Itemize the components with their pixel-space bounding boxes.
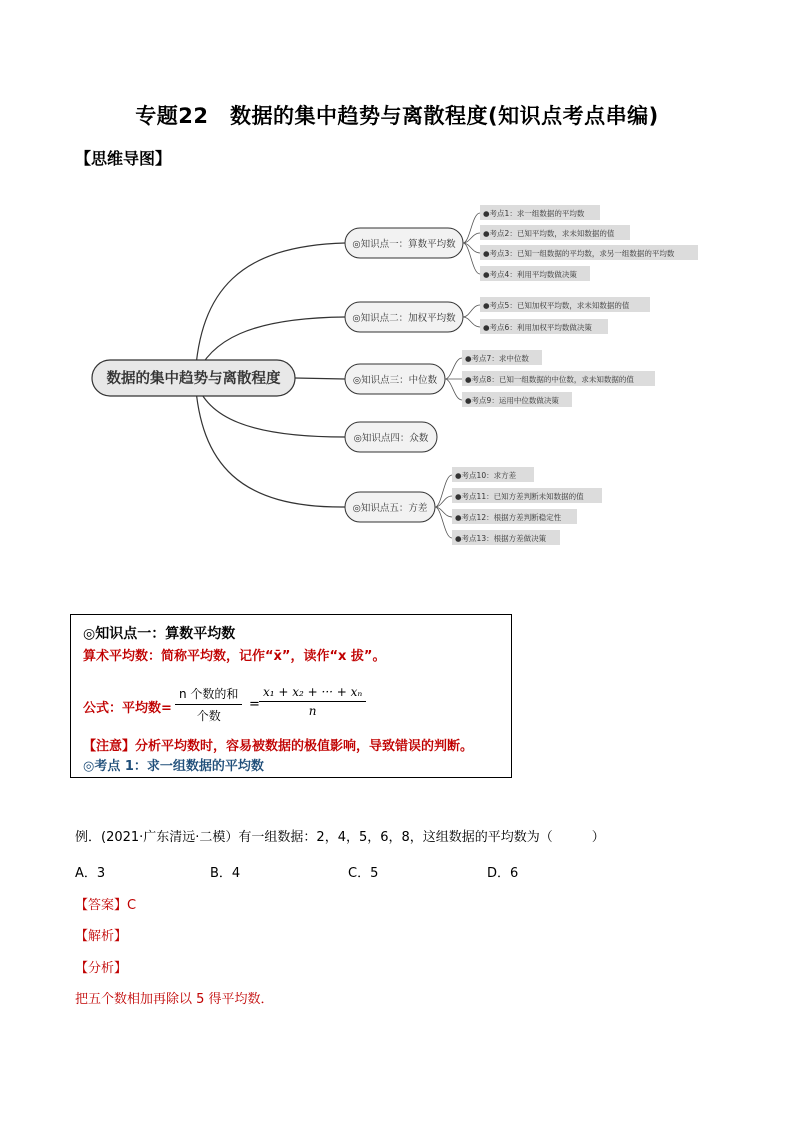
formula-expr-numerator: x₁ + x₂ + ··· + xₙ (263, 685, 363, 699)
leaf-5-3: ●考点12：根据方差判断稳定性 (455, 513, 562, 522)
leaf-3-1: ●考点7：求中位数 (465, 354, 529, 363)
analysis-label: 【解析】 (75, 929, 128, 944)
leaf-5-2: ●考点11：已知方差判断未知数据的值 (455, 492, 584, 501)
leaf-5-1: ●考点10：求方差 (455, 471, 517, 480)
option-c: C．5 (348, 866, 379, 881)
answer-label: 【答案】C (75, 898, 137, 913)
leaf-2-2: ●考点6：利用加权平均数做决策 (483, 323, 592, 332)
example-question: 例．(2021·广东清远·二模）有一组数据：2，4，5，6，8，这组数据的平均数为（ ） (75, 830, 605, 845)
option-b: B．4 (210, 866, 241, 881)
branch-3-label: ◎知识点三：中位数 (352, 375, 438, 386)
page-title: 专题22 数据的集中趋势与离散程度(知识点考点串编) (135, 104, 659, 128)
leaf-5-4: ●考点13：根据方差做决策 (455, 534, 547, 543)
fenxi-label: 【分析】 (75, 961, 128, 976)
kaodian-heading: ◎考点 1：求一组数据的平均数 (83, 759, 264, 774)
option-d: D．6 (487, 866, 519, 881)
formula-numerator: n 个数的和 (179, 687, 239, 701)
branch-5-label: ◎知识点五：方差 (352, 503, 428, 514)
knowledge-heading: ◎知识点一：算数平均数 (83, 626, 236, 642)
formula-fraction-words (175, 685, 242, 724)
option-a: A．3 (75, 866, 106, 881)
mindmap-heading: 【思维导图】 (75, 149, 172, 168)
branch-1-label: ◎知识点一：算数平均数 (352, 239, 456, 250)
leaf-3-2: ●考点8：已知一组数据的中位数，求未知数据的值 (465, 375, 634, 384)
definition-text: 算术平均数：简称平均数，记作“x̄”，读作“x 拔”。 (83, 649, 386, 664)
formula-equals: = (249, 697, 260, 712)
leaf-1-2: ●考点2：已知平均数，求未知数据的值 (483, 229, 615, 238)
note-text: 【注意】分析平均数时，容易被数据的极值影响，导致错误的判断。 (83, 739, 474, 754)
leaf-3-3: ●考点9：运用中位数做决策 (465, 396, 559, 405)
knowledge-box (70, 614, 512, 778)
formula-denominator: 个数 (196, 709, 221, 723)
mindmap-root: 数据的集中趋势与离散程度 (106, 371, 281, 387)
formula-expr-denominator: n (308, 704, 317, 718)
leaf-1-1: ●考点1：求一组数据的平均数 (483, 209, 585, 218)
mind-map (0, 190, 794, 560)
branch-4-label: ◎知识点四：众数 (353, 433, 429, 444)
leaf-2-1: ●考点5：已知加权平均数，求未知数据的值 (483, 301, 630, 310)
branch-2-label: ◎知识点二：加权平均数 (352, 313, 456, 324)
leaf-1-4: ●考点4：利用平均数做决策 (483, 270, 577, 279)
leaf-1-3: ●考点3：已知一组数据的平均数，求另一组数据的平均数 (483, 249, 675, 258)
formula-fraction-symbolic (259, 685, 366, 718)
formula-label: 公式：平均数= (83, 701, 172, 716)
explanation-text: 把五个数相加再除以 5 得平均数． (75, 992, 274, 1007)
